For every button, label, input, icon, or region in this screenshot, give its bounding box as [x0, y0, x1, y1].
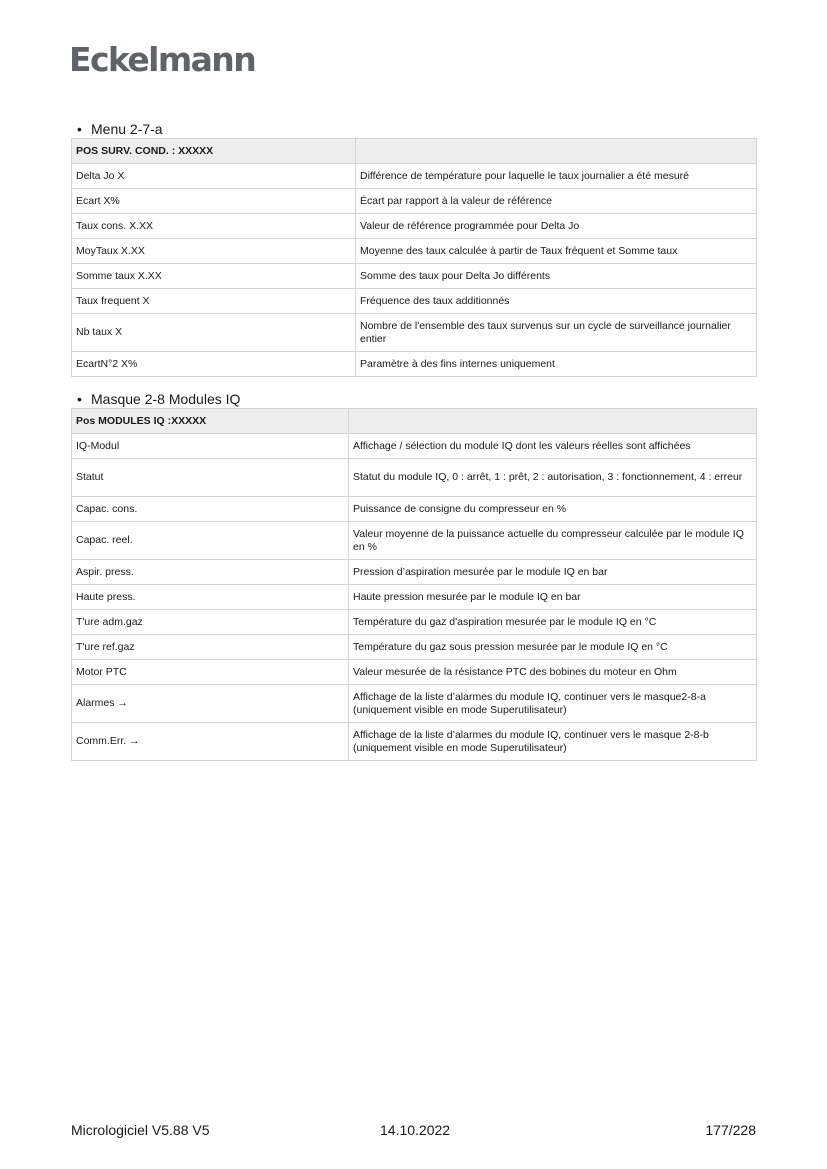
- table-header-row: [72, 409, 757, 434]
- param-name: Ecart X%: [72, 189, 356, 214]
- param-description: Statut du module IQ, 0 : arrêt, 1 : prêt, 2 : autorisation, 3 : fonctionnement, 4 : erreur: [349, 459, 757, 497]
- table-header-cell: POS SURV. COND. : XXXXX: [72, 139, 356, 164]
- param-description: Fréquence des taux additionnés: [356, 289, 757, 314]
- table-row: [72, 164, 757, 189]
- param-name: Nb taux X: [72, 314, 356, 352]
- section-heading-text: Menu 2-7-a: [91, 121, 163, 137]
- param-description: Paramètre à des fins internes uniquement: [356, 352, 757, 377]
- param-description: Valeur mesurée de la résistance PTC des bobines du moteur en Ohm: [349, 660, 757, 685]
- bullet-icon: •: [77, 121, 82, 137]
- param-name: EcartN°2 X%: [72, 352, 356, 377]
- table-row: [72, 685, 757, 723]
- section-menu-2-7-a: [71, 120, 756, 377]
- param-description: Valeur moyenne de la puissance actuelle du compresseur calculée par le module IQ en %: [349, 522, 757, 560]
- section-heading: [71, 390, 756, 408]
- footer-software-version: Micrologiciel V5.88 V5: [71, 1122, 210, 1138]
- table-row: [72, 610, 757, 635]
- param-name: Somme taux X.XX: [72, 264, 356, 289]
- param-description: Affichage / sélection du module IQ dont les valeurs réelles sont affichées: [349, 434, 757, 459]
- table-row: [72, 560, 757, 585]
- param-table-surv-cond: [71, 138, 757, 377]
- section-heading: [71, 120, 756, 138]
- param-description: Haute pression mesurée par le module IQ en bar: [349, 585, 757, 610]
- param-description: Différence de température pour laquelle le taux journalier a été mesuré: [356, 164, 757, 189]
- table-row: [72, 189, 757, 214]
- table-row: [72, 214, 757, 239]
- param-name: Delta Jo X: [72, 164, 356, 189]
- param-description: Température du gaz d'aspiration mesurée par le module IQ en °C: [349, 610, 757, 635]
- param-name: Capac. cons.: [72, 497, 349, 522]
- table-row: [72, 660, 757, 685]
- table-row: [72, 459, 757, 497]
- table-row: [72, 723, 757, 761]
- table-header-cell: Pos MODULES IQ :XXXXX: [72, 409, 349, 434]
- eckelmann-logo: Eckelmann: [69, 40, 256, 79]
- param-description: Nombre de l'ensemble des taux survenus sur un cycle de surveillance journalier entier: [356, 314, 757, 352]
- param-name: Capac. reel.: [72, 522, 349, 560]
- section-masque-2-8: [71, 390, 756, 761]
- param-description: Pression d’aspiration mesurée par le module IQ en bar: [349, 560, 757, 585]
- param-name: T'ure ref.gaz: [72, 635, 349, 660]
- table-row: [72, 352, 757, 377]
- param-name: Alarmes →: [72, 685, 349, 723]
- footer-date: 14.10.2022: [380, 1122, 451, 1138]
- param-name: IQ-Modul: [72, 434, 349, 459]
- param-description: Affichage de la liste d’alarmes du module IQ, continuer vers le masque2-8-a (uniquement visible en mode Superutilisateur): [349, 685, 757, 723]
- table-row: [72, 289, 757, 314]
- param-description: Valeur de référence programmée pour Delta Jo: [356, 214, 757, 239]
- param-name: Taux frequent X: [72, 289, 356, 314]
- table-row: [72, 239, 757, 264]
- table-row: [72, 585, 757, 610]
- param-name: Motor PTC: [72, 660, 349, 685]
- param-description: Somme des taux pour Delta Jo différents: [356, 264, 757, 289]
- table-row: [72, 522, 757, 560]
- param-table-modules-iq: [71, 408, 757, 761]
- bullet-icon: •: [77, 391, 82, 407]
- param-name: MoyTaux X.XX: [72, 239, 356, 264]
- table-row: [72, 434, 757, 459]
- param-name: Haute press.: [72, 585, 349, 610]
- table-header-cell-empty: [349, 409, 757, 434]
- footer-page-number: 177/228: [705, 1122, 756, 1138]
- param-name: T'ure adm.gaz: [72, 610, 349, 635]
- param-description: Puissance de consigne du compresseur en %: [349, 497, 757, 522]
- param-name: Statut: [72, 459, 349, 497]
- table-row: [72, 635, 757, 660]
- param-description: Température du gaz sous pression mesurée par le module IQ en °C: [349, 635, 757, 660]
- table-header-cell-empty: [356, 139, 757, 164]
- param-name: Comm.Err. →: [72, 723, 349, 761]
- table-row: [72, 264, 757, 289]
- section-heading-text: Masque 2-8 Modules IQ: [91, 391, 241, 407]
- table-row: [72, 497, 757, 522]
- param-description: Moyenne des taux calculée à partir de Taux fréquent et Somme taux: [356, 239, 757, 264]
- param-name: Aspir. press.: [72, 560, 349, 585]
- param-description: Écart par rapport à la valeur de référence: [356, 189, 757, 214]
- table-header-row: [72, 139, 757, 164]
- param-name: Taux cons. X.XX: [72, 214, 356, 239]
- param-description: Affichage de la liste d’alarmes du module IQ, continuer vers le masque 2-8-b (uniquement visible en mode Superutilisateur): [349, 723, 757, 761]
- table-row: [72, 314, 757, 352]
